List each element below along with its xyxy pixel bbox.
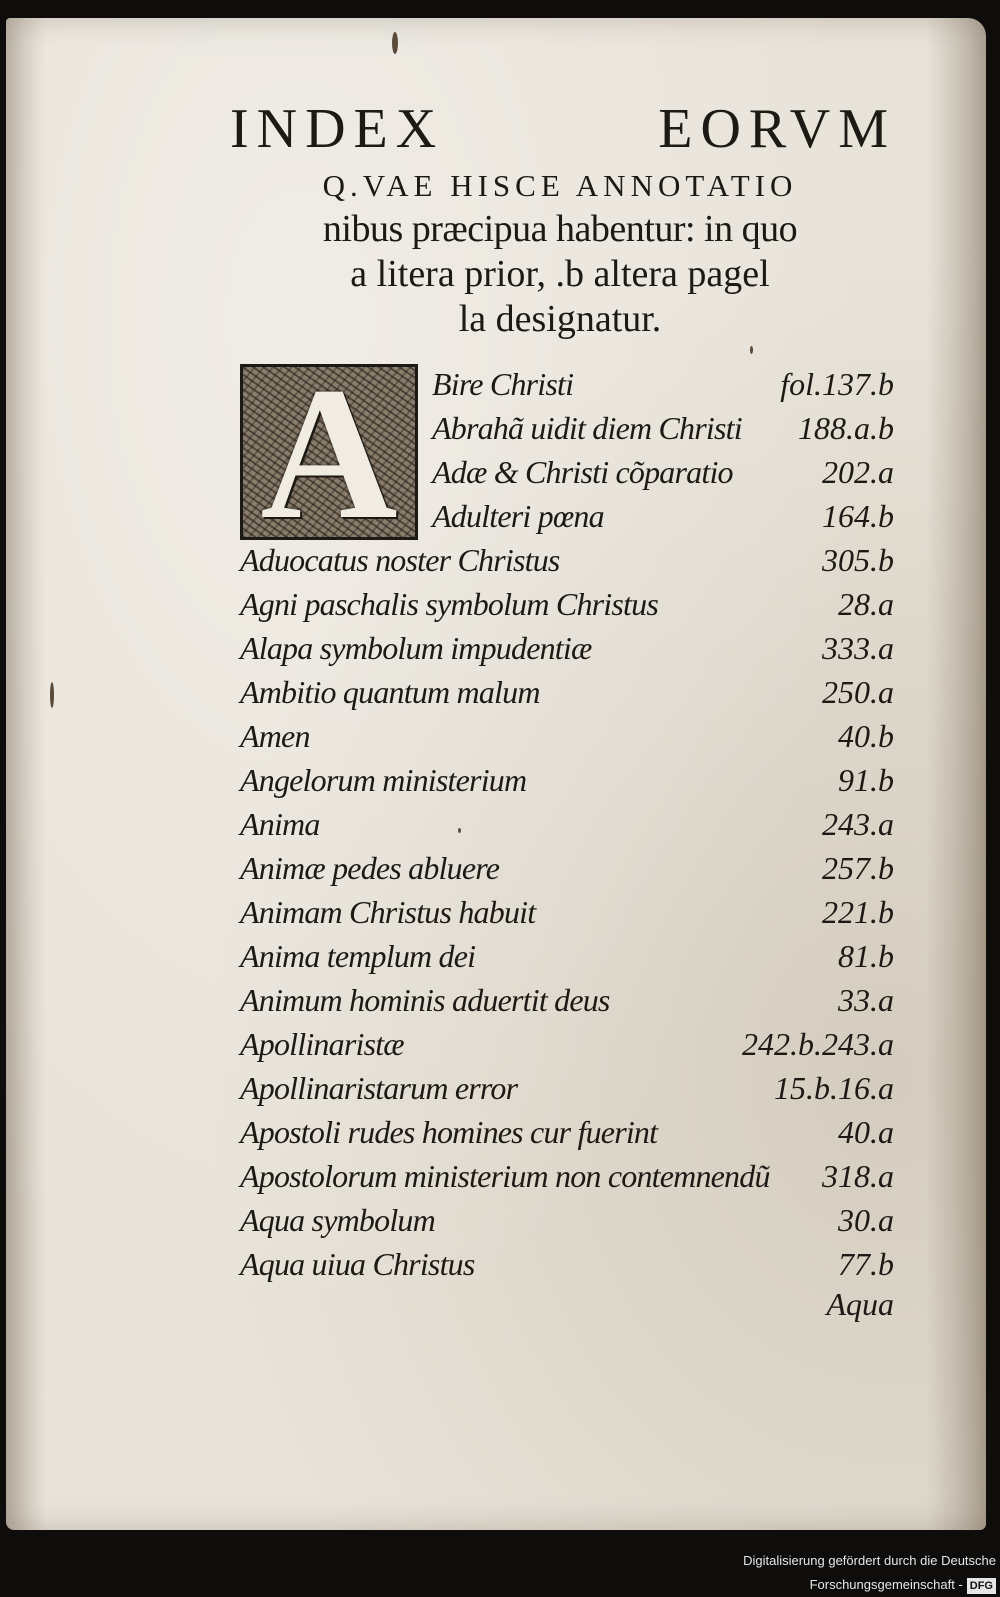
- index-entry-term: Anima: [240, 806, 320, 842]
- index-entry-term: Alapa symbolum impudentiæ: [240, 630, 592, 666]
- index-entry-ref: 81.b: [838, 938, 894, 974]
- index-entry-term: Apollinaristæ: [240, 1026, 404, 1062]
- title-word-index: INDEX: [230, 98, 445, 160]
- index-entry-ref: 257.b: [822, 850, 894, 886]
- index-entry-term: Amen: [240, 718, 310, 754]
- index-entry-ref: 243.a: [822, 806, 894, 842]
- index-entry-term: Adulteri pœna: [432, 498, 604, 534]
- index-entry-term: Abrahã uidit diem Christi: [432, 410, 742, 446]
- index-entry-ref: 202.a: [822, 454, 894, 490]
- index-entry-term: Animæ pedes abluere: [240, 850, 500, 886]
- index-entry-ref: 15.b.16.a: [774, 1070, 894, 1106]
- index-entry-ref: 305.b: [822, 542, 894, 578]
- index-entry-term: Bire Christi: [432, 366, 574, 402]
- catchword: Aqua: [826, 1286, 894, 1322]
- index-entry-term: Apostoli rudes homines cur fuerint: [240, 1114, 658, 1150]
- index-entry-ref: 91.b: [838, 762, 894, 798]
- index-entry-term: Aqua symbolum: [240, 1202, 435, 1238]
- index-entry-term: Animam Christus habuit: [240, 894, 536, 930]
- index-entry-ref: 318.a: [822, 1158, 894, 1194]
- index-entry-term: Ambitio quantum malum: [240, 674, 540, 710]
- index-entry-ref: 250.a: [822, 674, 894, 710]
- index-entry-ref: 221.b: [822, 894, 894, 930]
- index-entry-term: Animum hominis aduertit deus: [240, 982, 610, 1018]
- digitization-footer: [600, 1549, 1000, 1592]
- index-entry-term: Angelorum ministerium: [240, 762, 527, 798]
- index-entry-ref: 33.a: [838, 982, 894, 1018]
- index-entry-term: Aduocatus noster Christus: [240, 542, 560, 578]
- index-entry-ref: 188.a.b: [798, 410, 894, 446]
- index-entry-ref: 164.b: [822, 498, 894, 534]
- title-word-eorum: EORVM: [658, 98, 896, 160]
- index-entry-term: Apollinaristarum error: [240, 1070, 518, 1106]
- index-entry-ref: 333.a: [822, 630, 894, 666]
- index-entry-term: Adæ & Christi cõparatio: [432, 454, 733, 490]
- index-entry-term: Apostolorum ministerium non contemnendũ: [240, 1158, 770, 1194]
- title-line-2: Q.VAE HISCE ANNOTATIO: [322, 168, 798, 203]
- index-entry-ref: 40.b: [838, 718, 894, 754]
- title-line-5: la designatur.: [458, 298, 662, 340]
- dfg-logo: DFG: [967, 1578, 996, 1594]
- title-line-3: nibus præcipua habentur: in quo: [322, 208, 798, 250]
- index-entry-ref: fol.137.b: [780, 366, 894, 402]
- index-entry-ref: 28.a: [838, 586, 894, 622]
- index-entry-ref: 242.b.243.a: [742, 1026, 894, 1062]
- index-entry-term: Aqua uiua Christus: [240, 1246, 475, 1282]
- index-entry-term: Agni paschalis symbolum Christus: [240, 586, 658, 622]
- footer-text: Digitalisierung gefördert durch die Deutsche Forschungsgemeinschaft -: [743, 1553, 996, 1592]
- index-entry-term: Anima templum dei: [240, 938, 476, 974]
- index-entry-ref: 30.a: [838, 1202, 894, 1238]
- index-entry-ref: 77.b: [838, 1246, 894, 1282]
- title-line-4: a litera prior, .b altera pagel: [350, 253, 770, 295]
- initial-letter: A: [260, 364, 398, 540]
- index-entry-ref: 40.a: [838, 1114, 894, 1150]
